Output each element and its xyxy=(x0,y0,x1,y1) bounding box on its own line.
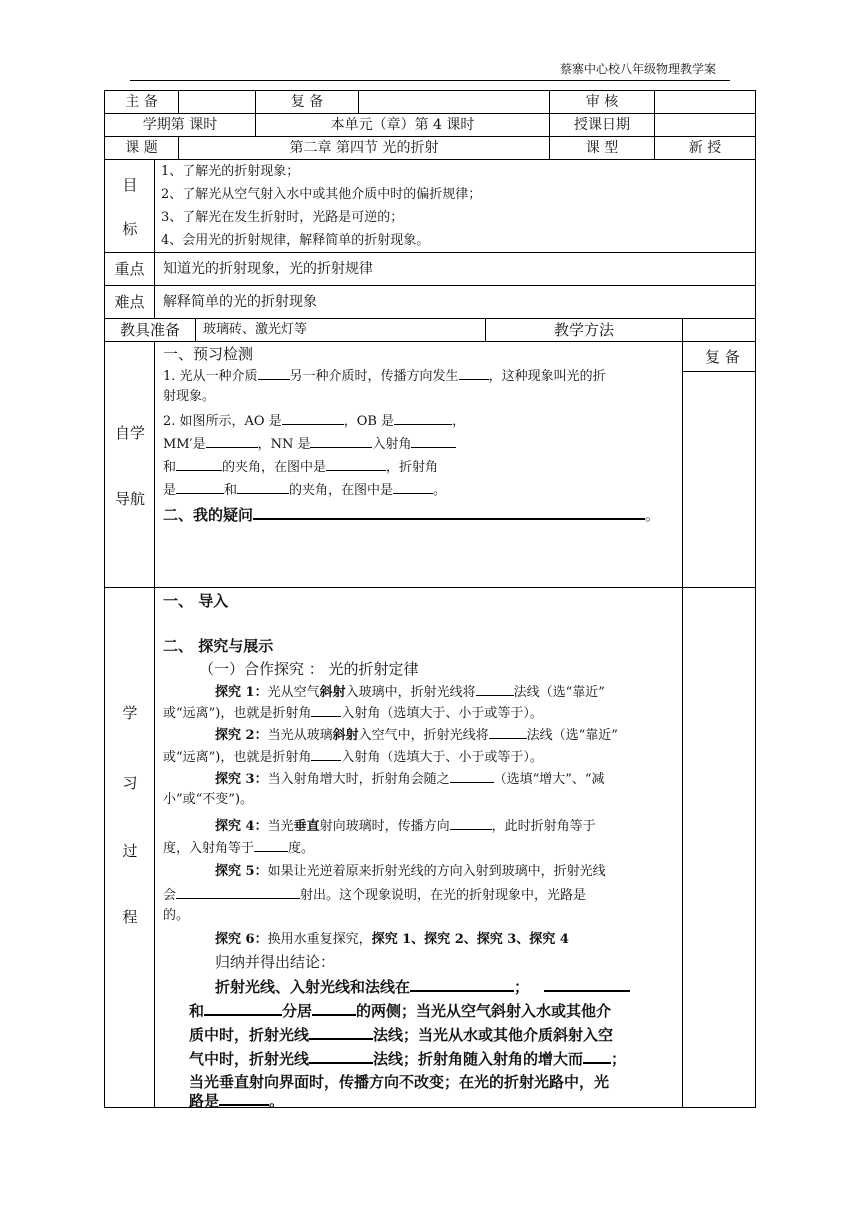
blank xyxy=(309,1022,373,1040)
text: 斜射 xyxy=(319,685,346,700)
blank xyxy=(282,410,344,425)
text: 。 xyxy=(433,483,447,498)
blank xyxy=(206,433,258,448)
text: 法线（选“靠近” xyxy=(513,685,605,700)
label-topic: 课 题 xyxy=(104,136,179,160)
selfstudy-label-2: 导航 xyxy=(114,490,145,508)
blank xyxy=(176,456,222,471)
blank xyxy=(311,746,341,761)
text: 质中时，折射光线 xyxy=(189,1026,310,1044)
text: 的夹角，在图中是 xyxy=(222,460,327,475)
text: 入射角（选填大于、小于或等于）。 xyxy=(341,750,543,765)
text: 探究 1、探究 2、探究 3、探究 4 xyxy=(371,932,569,947)
blank xyxy=(254,837,288,852)
value-topic: 第二章 第四节 光的折射 xyxy=(178,136,550,160)
value-type: 新 授 xyxy=(654,136,756,160)
text: ，NN 是 xyxy=(257,437,311,452)
explore-3-line-1 xyxy=(215,768,605,791)
header-title: 蔡寨中心校八年级物理教学案 xyxy=(560,62,717,76)
difficulty-text: 解释简单的光的折射现象 xyxy=(163,294,317,310)
selfstudy-label-1: 自学 xyxy=(114,424,145,442)
text: 当入射角增大时，折射角会随之 xyxy=(267,772,450,787)
text: 射向玻璃时，传播方向 xyxy=(319,819,450,834)
difficulty-content xyxy=(154,285,756,319)
text: 度，入射角等于 xyxy=(163,841,255,856)
goal-item: 1、了解光的折射现象； xyxy=(161,164,300,179)
text: 2. 如图所示，AO 是 xyxy=(163,414,282,429)
explore-1-line-2 xyxy=(163,702,543,725)
method-label: 教学方法 xyxy=(485,318,683,342)
explore-5-line-2 xyxy=(163,884,586,907)
process-h2: 二、 探究与展示 xyxy=(163,637,274,655)
text: 1. 光从一种介质 xyxy=(163,369,258,384)
blank xyxy=(459,365,489,380)
conclusion-line-5: 当光垂直射向界面时，传播方向不改变；在光的折射光路中，光 xyxy=(189,1073,610,1091)
goal-item: 3、了解光在发生折射时，光路是可逆的； xyxy=(161,210,404,225)
value-date xyxy=(654,113,756,137)
blank xyxy=(311,702,341,717)
selfstudy-label-cell xyxy=(104,341,155,588)
process-h1: 一、 导入 xyxy=(163,592,229,610)
conclusion-line-1 xyxy=(215,974,630,999)
text: 另一种介质时，传播方向发生 xyxy=(289,369,459,384)
text: 当光 xyxy=(267,819,294,834)
explore-5-line-1 xyxy=(215,861,606,883)
blank xyxy=(176,884,300,899)
process-content xyxy=(154,587,683,1108)
text: 和 xyxy=(163,460,177,475)
text: 探究 2： xyxy=(215,728,268,743)
text: 光从空气 xyxy=(267,685,320,700)
conclusion-line-4 xyxy=(189,1046,626,1071)
label-zhubei: 主 备 xyxy=(104,90,179,114)
text: 当光从玻璃 xyxy=(267,728,333,743)
blank xyxy=(411,433,456,448)
text: 度。 xyxy=(288,841,315,856)
tools-content xyxy=(195,318,486,342)
side-fubei-label: 复 备 xyxy=(705,348,740,366)
label-fubei: 复 备 xyxy=(255,90,359,114)
text: 入射角 xyxy=(372,437,412,452)
text: MM′是 xyxy=(163,437,206,452)
label-shenhe: 审 核 xyxy=(549,90,655,114)
text: 法线；当光从水或其他介质斜射入空 xyxy=(373,1026,614,1044)
explore-2-line-2 xyxy=(163,746,543,769)
blank xyxy=(253,502,645,520)
text: 入空气中，折射光线将 xyxy=(358,728,489,743)
text: 折射光线、入射光线和法线在 xyxy=(215,978,411,996)
text: 或“远离”)，也就是折射角 xyxy=(163,750,312,765)
label-type: 课 型 xyxy=(549,136,655,160)
explore-3-line-2: 小”或“不变”)。 xyxy=(163,792,254,807)
blank xyxy=(393,479,433,494)
text: 探究 5： xyxy=(215,864,268,879)
text: ； xyxy=(514,978,530,996)
label-period: 学期第 课时 xyxy=(104,113,256,137)
label-date: 授课日期 xyxy=(549,113,655,137)
text: 二、我的疑问 xyxy=(163,506,254,524)
blank xyxy=(204,998,282,1016)
goals-content xyxy=(154,159,756,253)
process-label: 过 xyxy=(122,842,138,860)
text: 会 xyxy=(163,888,177,903)
text: ，这种现象叫光的折 xyxy=(488,369,606,384)
explore-2-line-1 xyxy=(215,724,618,747)
process-label-cell xyxy=(104,587,155,1108)
blank xyxy=(450,815,492,830)
selfstudy-line-4 xyxy=(163,433,456,456)
tools-text: 玻璃砖、激光灯等 xyxy=(203,322,308,337)
selfstudy-heading-1: 一、预习检测 xyxy=(163,345,254,363)
blank xyxy=(410,974,514,992)
text: 分居 xyxy=(282,1002,313,1020)
selfstudy-content xyxy=(154,341,683,588)
conclusion-line-2 xyxy=(189,998,611,1023)
side-fubei-area xyxy=(682,371,756,588)
value-zhubei xyxy=(178,90,256,114)
text: ，OB 是 xyxy=(343,414,395,429)
conclusion-line-3 xyxy=(189,1022,613,1047)
text: 。 xyxy=(269,1092,285,1110)
side-notes-area xyxy=(682,587,756,1108)
blank xyxy=(176,479,224,494)
text: 斜射 xyxy=(332,728,359,743)
blank xyxy=(310,433,372,448)
key-content xyxy=(154,252,756,286)
goals-label-cell xyxy=(104,159,155,253)
text: 射出。这个现象说明，在光的折射现象中，光路是 xyxy=(300,888,587,903)
selfstudy-line-1 xyxy=(163,365,606,388)
difficulty-label: 难点 xyxy=(104,285,155,319)
text: ，折射角 xyxy=(386,460,439,475)
process-subheading: （一）合作探究 ： 光的折射定律 xyxy=(199,660,419,678)
goals-label-top: 目 xyxy=(122,176,138,194)
text: 气中时，折射光线 xyxy=(189,1050,310,1068)
explore-1-line-1 xyxy=(215,681,605,704)
method-value xyxy=(682,318,756,342)
process-label: 习 xyxy=(122,774,138,792)
selfstudy-line-3 xyxy=(163,410,465,433)
blank xyxy=(326,456,386,471)
text: 的夹角，在图中是 xyxy=(289,483,394,498)
process-label: 学 xyxy=(122,704,138,722)
process-label: 程 xyxy=(122,908,138,926)
text: 是 xyxy=(163,483,177,498)
value-fubei xyxy=(358,90,550,114)
blank xyxy=(583,1046,611,1064)
selfstudy-line-5 xyxy=(163,456,438,479)
text: ； xyxy=(611,1050,627,1068)
text: 如果让光逆着原来折射光线的方向入射到玻璃中，折射光线 xyxy=(267,864,606,879)
text: 探究 6： xyxy=(215,932,268,947)
text: 和 xyxy=(224,483,238,498)
text: 探究 1： xyxy=(215,685,268,700)
blank xyxy=(476,681,514,696)
text: 探究 4： xyxy=(215,819,268,834)
conclude-heading: 归纳并得出结论： xyxy=(215,953,336,971)
blank xyxy=(258,365,290,380)
text: ，此时折射角等于 xyxy=(491,819,596,834)
value-shenhe xyxy=(654,90,756,114)
selfstudy-heading-2 xyxy=(163,502,660,526)
explore-5-line-3: 的。 xyxy=(163,908,190,923)
text: 路是 xyxy=(189,1092,220,1110)
text: 或“远离”)，也就是折射角 xyxy=(163,706,312,721)
text: 法线；折射角随入射角的增大而 xyxy=(373,1050,584,1068)
text: 入射角（选填大于、小于或等于）。 xyxy=(341,706,543,721)
key-text: 知道光的折射现象，光的折射规律 xyxy=(163,261,373,277)
blank xyxy=(312,998,356,1016)
blank xyxy=(450,768,494,783)
blank xyxy=(219,1088,269,1106)
goal-item: 4、会用光的折射规律，解释简单的折射现象。 xyxy=(161,233,430,248)
tools-label: 教具准备 xyxy=(104,318,196,342)
header-rule xyxy=(130,80,730,81)
text: 的两侧；当光从空气斜射入水或其他介 xyxy=(356,1002,612,1020)
selfstudy-line-2: 射现象。 xyxy=(163,389,216,404)
text: 探究 3： xyxy=(215,772,268,787)
blank xyxy=(309,1046,373,1064)
text: 法线（选“靠近” xyxy=(526,728,618,743)
blank xyxy=(544,974,630,992)
text: （选填“增大”、“减 xyxy=(493,772,605,787)
explore-4-line-2 xyxy=(163,837,314,860)
text: 入玻璃中，折射光线将 xyxy=(345,685,476,700)
key-label: 重点 xyxy=(104,252,155,286)
text: 。 xyxy=(645,506,661,524)
blank xyxy=(237,479,289,494)
conclusion-line-6 xyxy=(189,1088,284,1111)
goal-item: 2、了解光从空气射入水中或其他介质中时的偏折规律； xyxy=(161,187,482,202)
blank xyxy=(394,410,452,425)
selfstudy-line-6 xyxy=(163,479,446,502)
explore-6-line xyxy=(215,929,569,951)
label-unit: 本单元（章）第 4 课时 xyxy=(255,113,550,137)
explore-4-line-1 xyxy=(215,815,596,838)
side-fubei-header xyxy=(682,341,756,372)
text: 和 xyxy=(189,1002,205,1020)
text: ， xyxy=(452,414,466,429)
text: 换用水重复探究， xyxy=(267,932,372,947)
blank xyxy=(489,724,527,739)
goals-label-bottom: 标 xyxy=(122,220,138,238)
text: 垂直 xyxy=(293,819,320,834)
